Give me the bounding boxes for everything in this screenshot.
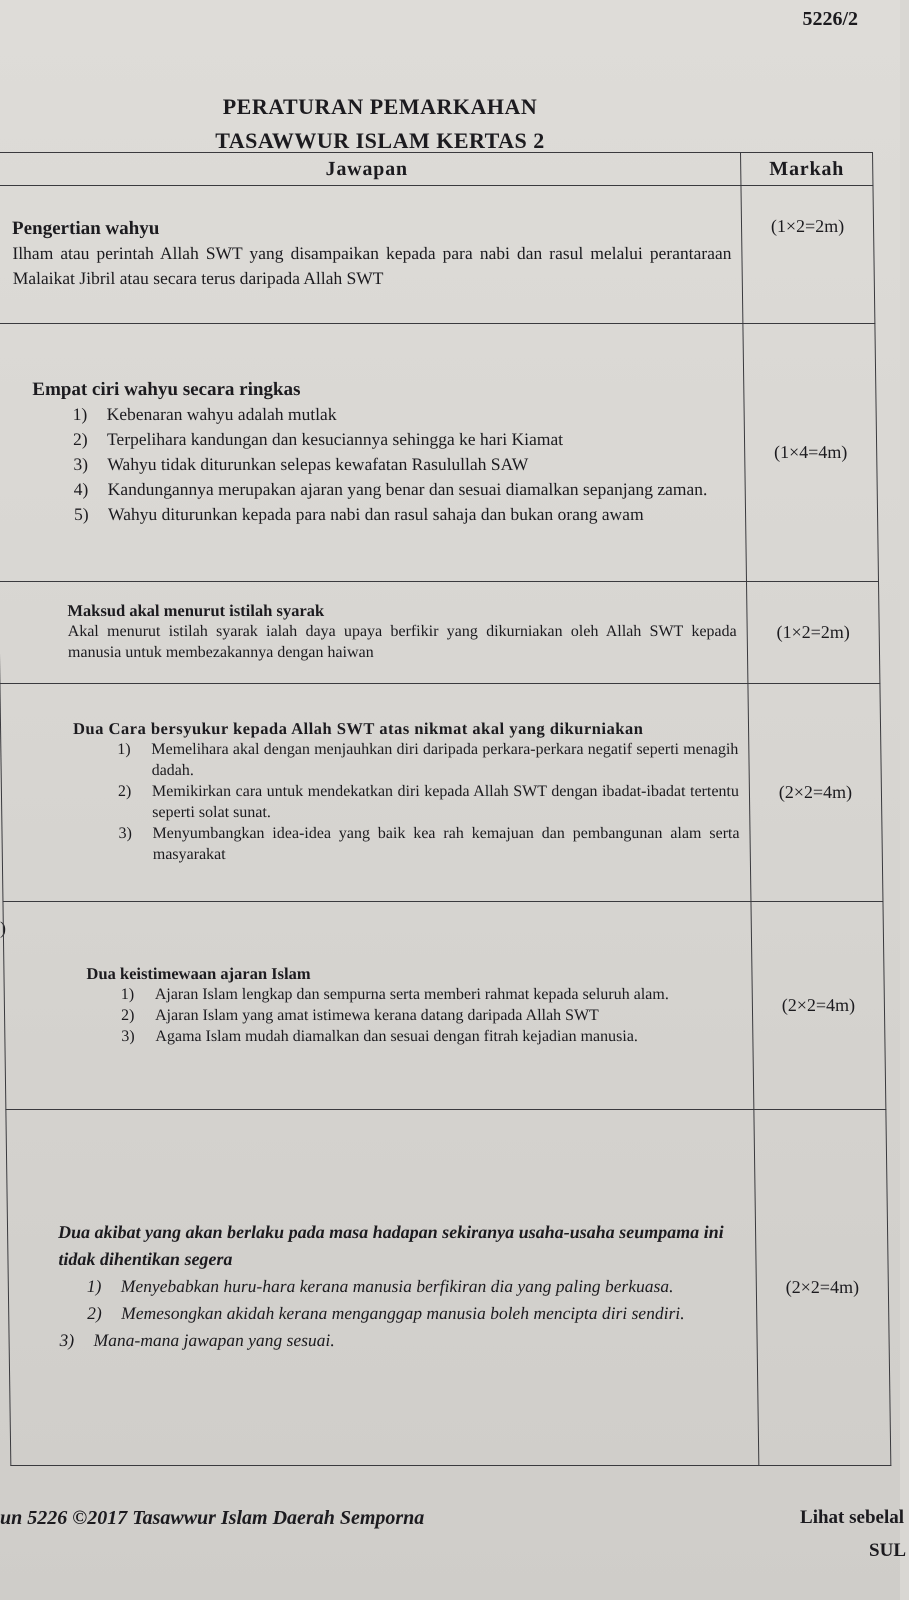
table-row — [0, 324, 878, 582]
section-title: Dua Cara bersyukur kepada Allah SWT atas nikmat akal yang dikurniakan — [72, 719, 644, 738]
mark-cell: (2×2=4m) — [754, 1110, 891, 1466]
answer-cell — [0, 186, 743, 324]
section-body: Akal menurut istilah syarak ialah daya upaya berfikir yang dikurniakan oleh Allah SWT kepada manusia untuk membezakannya dengan haiwan — [67, 623, 737, 661]
mark-cell: (1×4=4m) — [743, 324, 879, 582]
document-subtitle: TASAWWUR ISLAM KERTAS 2 — [215, 128, 545, 153]
answer-cell — [6, 1110, 759, 1466]
answer-column-header: Jawapan — [0, 153, 741, 186]
list-item: 3) Mana-mana jawapan yang sesuai. — [59, 1330, 335, 1350]
footer-classification: SUL — [869, 1540, 906, 1561]
answer-cell — [0, 324, 746, 582]
list-item: 1) Ajaran Islam lengkap dan sempurna serta memberi rahmat kepada seluruh alam. — [120, 985, 669, 1003]
marking-scheme-sheet — [0, 152, 909, 1492]
list-item: 4) Kandungannya merupakan ajaran yang benar dan sesuai diamalkan sepanjang zaman. — [73, 478, 708, 499]
list-item: 1) Kebenaran wahyu adalah mutlak — [72, 403, 337, 424]
footer-copyright: un 5226 ©2017 Tasawwur Islam Daerah Semporna — [0, 1507, 425, 1529]
table-row — [0, 582, 880, 684]
list-item: 2) Terpelihara kandungan dan kesuciannya sehingga ke hari Kiamat — [72, 428, 564, 449]
paper-code: 5226/2 — [802, 8, 858, 30]
mark-cell: (2×2=4m) — [751, 902, 886, 1110]
point-list — [32, 402, 735, 527]
document-title: PERATURAN PEMARKAHAN — [222, 94, 538, 119]
point-list — [73, 739, 740, 865]
list-item: 1) Memelihara akal dengan menjauhkan diri daripada perkara-perkara negatif seperti menagih dadah. — [117, 741, 739, 779]
list-item: 1) Menyebabkan huru-hara kerana manusia berfikiran dia yang paling berkuasa. — [86, 1276, 674, 1296]
table-row — [0, 186, 875, 324]
mark-cell: (1×2=2m) — [741, 186, 875, 324]
point-list — [59, 1273, 747, 1354]
table-row — [0, 684, 883, 902]
table-row — [6, 1110, 891, 1466]
point-list — [87, 984, 743, 1047]
answer-cell — [0, 684, 751, 902]
section-title: Pengertian wahyu — [11, 218, 160, 239]
mark-cell: (2×2=4m) — [748, 684, 883, 902]
list-item: 3) Wahyu tidak diturunkan selepas kewafatan Rasulullah SAW — [73, 453, 529, 474]
section-title: Dua akibat yang akan berlaku pada masa hadapan sekiranya usaha-usaha seumpama ini tidak dihentikan segera — [57, 1222, 724, 1269]
list-item: 5) Wahyu diturunkan kepada para nabi dan rasul sahaja dan bukan orang awam — [73, 503, 644, 524]
section-title: Maksud akal menurut istilah syarak — [67, 601, 325, 620]
list-item: 3) Agama Islam mudah diamalkan dan sesuai dengan fitrah kejadian manusia. — [121, 1027, 638, 1045]
table-row — [3, 902, 886, 1110]
marks-column-header: Markah — [741, 153, 873, 186]
list-item: 3) Menyumbangkan idea-idea yang baik kea rah kemajuan dan pembangunan alam serta masyarakat — [118, 825, 740, 863]
list-item: 2) Memesongkan akidah kerana menganggap manusia boleh mencipta diri sendiri. — [87, 1303, 685, 1323]
section-title: Dua keistimewaan ajaran Islam — [86, 963, 311, 983]
section-body: Ilham atau perintah Allah SWT yang disampaikan kepada para nabi dan rasul melalui perantaraan Malaikat Jibril atau secara terus daripada Allah SWT — [12, 243, 732, 288]
answer-cell — [0, 582, 748, 684]
list-item: 2) Memikirkan cara untuk mendekatkan diri kepada Allah SWT dengan ibadat-ibadat tertentu seperti solat sunat. — [117, 783, 740, 821]
mark-cell: (1×2=2m) — [746, 582, 879, 684]
answer-cell — [3, 902, 754, 1110]
margin-mark: ) — [0, 918, 6, 938]
footer-next-page: Lihat sebelal — [800, 1507, 904, 1528]
marking-scheme-table — [0, 152, 891, 1466]
list-item: 2) Ajaran Islam yang amat istimewa kerana datang daripada Allah SWT — [120, 1006, 600, 1024]
table-header-row — [0, 153, 873, 186]
section-title: Empat ciri wahyu secara ringkas — [32, 378, 301, 400]
